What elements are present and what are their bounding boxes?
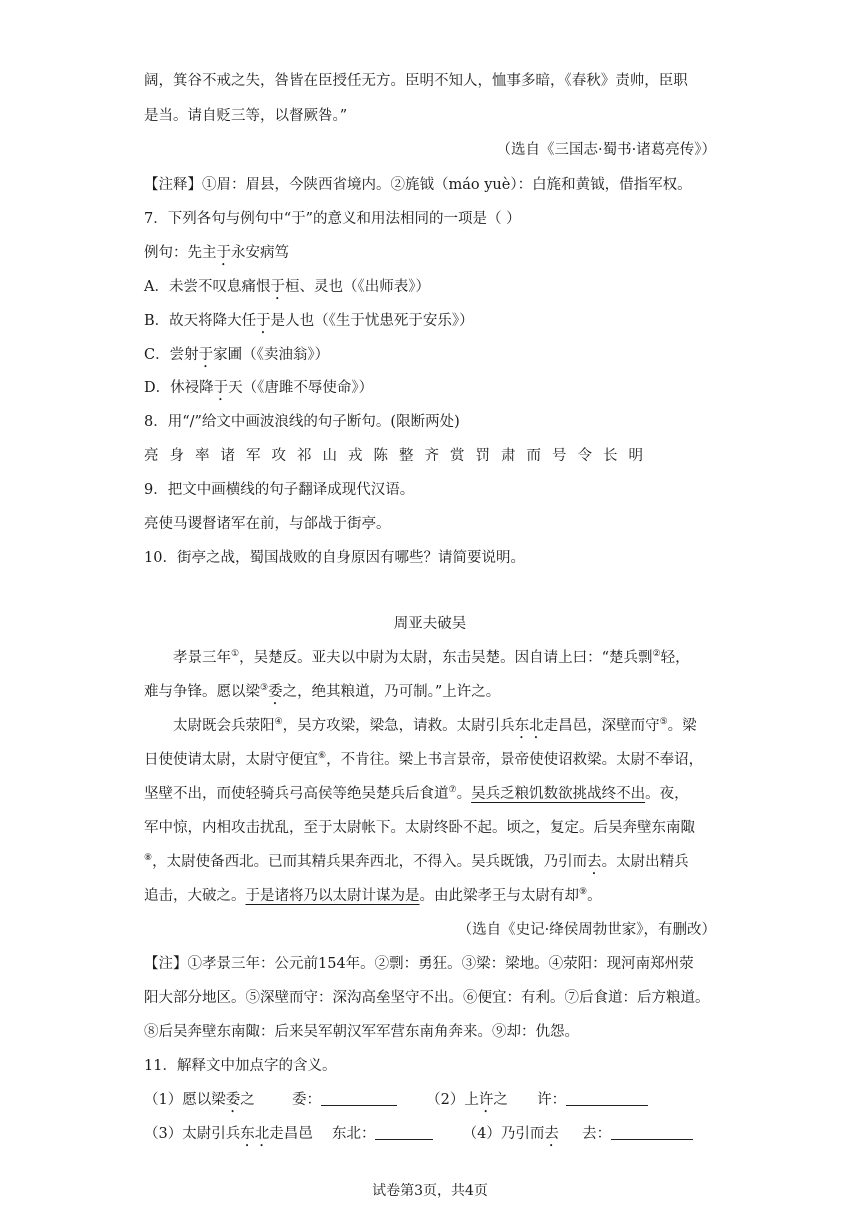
page-footer: 试卷第3页，共4页 bbox=[372, 1183, 488, 1199]
question-8-sentence: 亮身率诸军攻祁山戎陈整齐赏罚肃而号令长明 bbox=[144, 448, 654, 464]
passage2-line: ⑧，太尉使备西北。已而其精兵果奔西北，不得入。吴兵既饿，乃引而去。太尉出精兵 bbox=[144, 853, 689, 870]
passage1-line: 阔，箕谷不戒之失，咎皆在臣授任无方。臣明不知人，恤事多暗，《春秋》责帅，臣职 bbox=[144, 73, 688, 89]
passage2-notes: ⑧后吴奔壁东南陬：后来吴军朝汉军军营东南角奔来。⑨却：仇怨。 bbox=[144, 1024, 579, 1040]
answer-blank-4[interactable] bbox=[611, 1125, 693, 1140]
dotted-char: 委 bbox=[268, 684, 283, 700]
dotted-char: 于 bbox=[270, 279, 285, 295]
dotted-char: 于 bbox=[216, 245, 231, 261]
question-7-stem: 7．下列各句与例句中“于”的意义和用法相同的一项是（ ） bbox=[144, 211, 521, 227]
answer-blank-1[interactable] bbox=[321, 1091, 397, 1106]
passage2-source: （选自《史记·绛侯周勃世家》，有删改） bbox=[457, 922, 716, 938]
underlined-sentence: 于是诸将乃以太尉计谋为是 bbox=[245, 888, 420, 904]
question-11-stem: 11．解释文中加点字的含义。 bbox=[144, 1058, 337, 1074]
passage2-line: 日使使请太尉，太尉守便宜⑥，不肯往。梁上书言景帝，景帝使使诏救梁。太尉不奉诏， bbox=[144, 751, 704, 768]
dotted-char: 去 bbox=[544, 1126, 559, 1142]
question-10-stem: 10．街亭之战，蜀国战败的自身原因有哪些？请简要说明。 bbox=[144, 550, 525, 566]
passage2-notes: 阳大部分地区。⑤深壁而守：深沟高垒坚守不出。⑥便宜：有利。⑦后食道：后方粮道。 bbox=[144, 990, 710, 1006]
dotted-char: 东北 bbox=[240, 1126, 270, 1142]
option-a: A．未尝不叹息痛恨于桓、灵也（《出师表》） bbox=[144, 279, 430, 295]
passage2-line: 军中惊，内相攻击扰乱，至于太尉帐下。太尉终卧不起。顷之，复定。后吴奔壁东南陬 bbox=[144, 820, 695, 836]
passage2-line: 坚壁不出，而使轻骑兵弓高侯等绝吴楚兵后食道⑦。吴兵乏粮饥数欲挑战终不出。夜， bbox=[144, 785, 689, 802]
passage2-notes: 【注】①孝景三年：公元前154年。②剽：勇狂。③梁：梁地。④荥阳：现河南郑州荥 bbox=[144, 956, 694, 972]
option-c: C．尝射于家圃（《卖油翁》） bbox=[144, 347, 330, 363]
question-8-stem: 8．用“/”给文中画波浪线的句子断句。(限断两处) bbox=[144, 414, 460, 430]
passage1-source: （选自《三国志·蜀书·诸葛亮传》） bbox=[496, 142, 716, 158]
passage2-title: 周亚夫破吴 bbox=[393, 616, 467, 632]
dotted-char: 委 bbox=[225, 1092, 241, 1108]
dotted-char: 许 bbox=[478, 1092, 494, 1108]
dotted-char: 于 bbox=[198, 347, 214, 363]
passage1-line: 是当。请自贬三等，以督厥咎。” bbox=[144, 108, 348, 124]
passage2-line: 难与争锋。愿以梁③委之，绝其粮道，乃可制。”上许之。 bbox=[144, 683, 501, 700]
question-9-stem: 9．把文中画横线的句子翻译成现代汉语。 bbox=[144, 482, 415, 498]
option-d: D．休祲降于天（《唐雎不辱使命》） bbox=[144, 380, 374, 396]
passage2-line: 孝景三年①，吴楚反。亚夫以中尉为太尉，东击吴楚。因自请上曰：“楚兵剽②轻， bbox=[173, 649, 690, 666]
question-11-row: （1）愿以梁委之 委： （2）上许之 许： bbox=[144, 1090, 716, 1116]
dotted-char: 东北 bbox=[514, 718, 544, 734]
option-b: B．故天将降大任于是人也（《生于忧患死于安乐》） bbox=[144, 313, 474, 329]
dotted-char: 去 bbox=[587, 854, 602, 870]
dotted-char: 于 bbox=[256, 313, 271, 329]
answer-blank-3[interactable] bbox=[375, 1125, 433, 1140]
passage2-line: 追击，大破之。于是诸将乃以太尉计谋为是。由此梁孝王与太尉有却⑨。 bbox=[144, 887, 602, 904]
dotted-char: 于 bbox=[213, 380, 229, 396]
question-7-example: 例句：先主于永安病笃 bbox=[144, 245, 289, 261]
question-9-sentence: 亮使马谡督诸军在前，与郃战于街亭。 bbox=[144, 516, 391, 532]
question-11-row: （3）太尉引兵东北走昌邑 东北： （4）乃引而去 去： bbox=[144, 1124, 716, 1150]
passage1-notes: 【注释】①眉：眉县，今陕西省境内。②旄钺（máo yuè）：白旄和黄钺，借指军权。 bbox=[144, 177, 692, 193]
underlined-sentence: 吴兵乏粮饥数欲挑战终不出 bbox=[471, 786, 646, 802]
passage2-line: 太尉既会兵荥阳④，吴方攻梁，梁急，请救。太尉引兵东北走昌邑，深壁而守⑤。梁 bbox=[173, 717, 697, 734]
answer-blank-2[interactable] bbox=[566, 1091, 648, 1106]
